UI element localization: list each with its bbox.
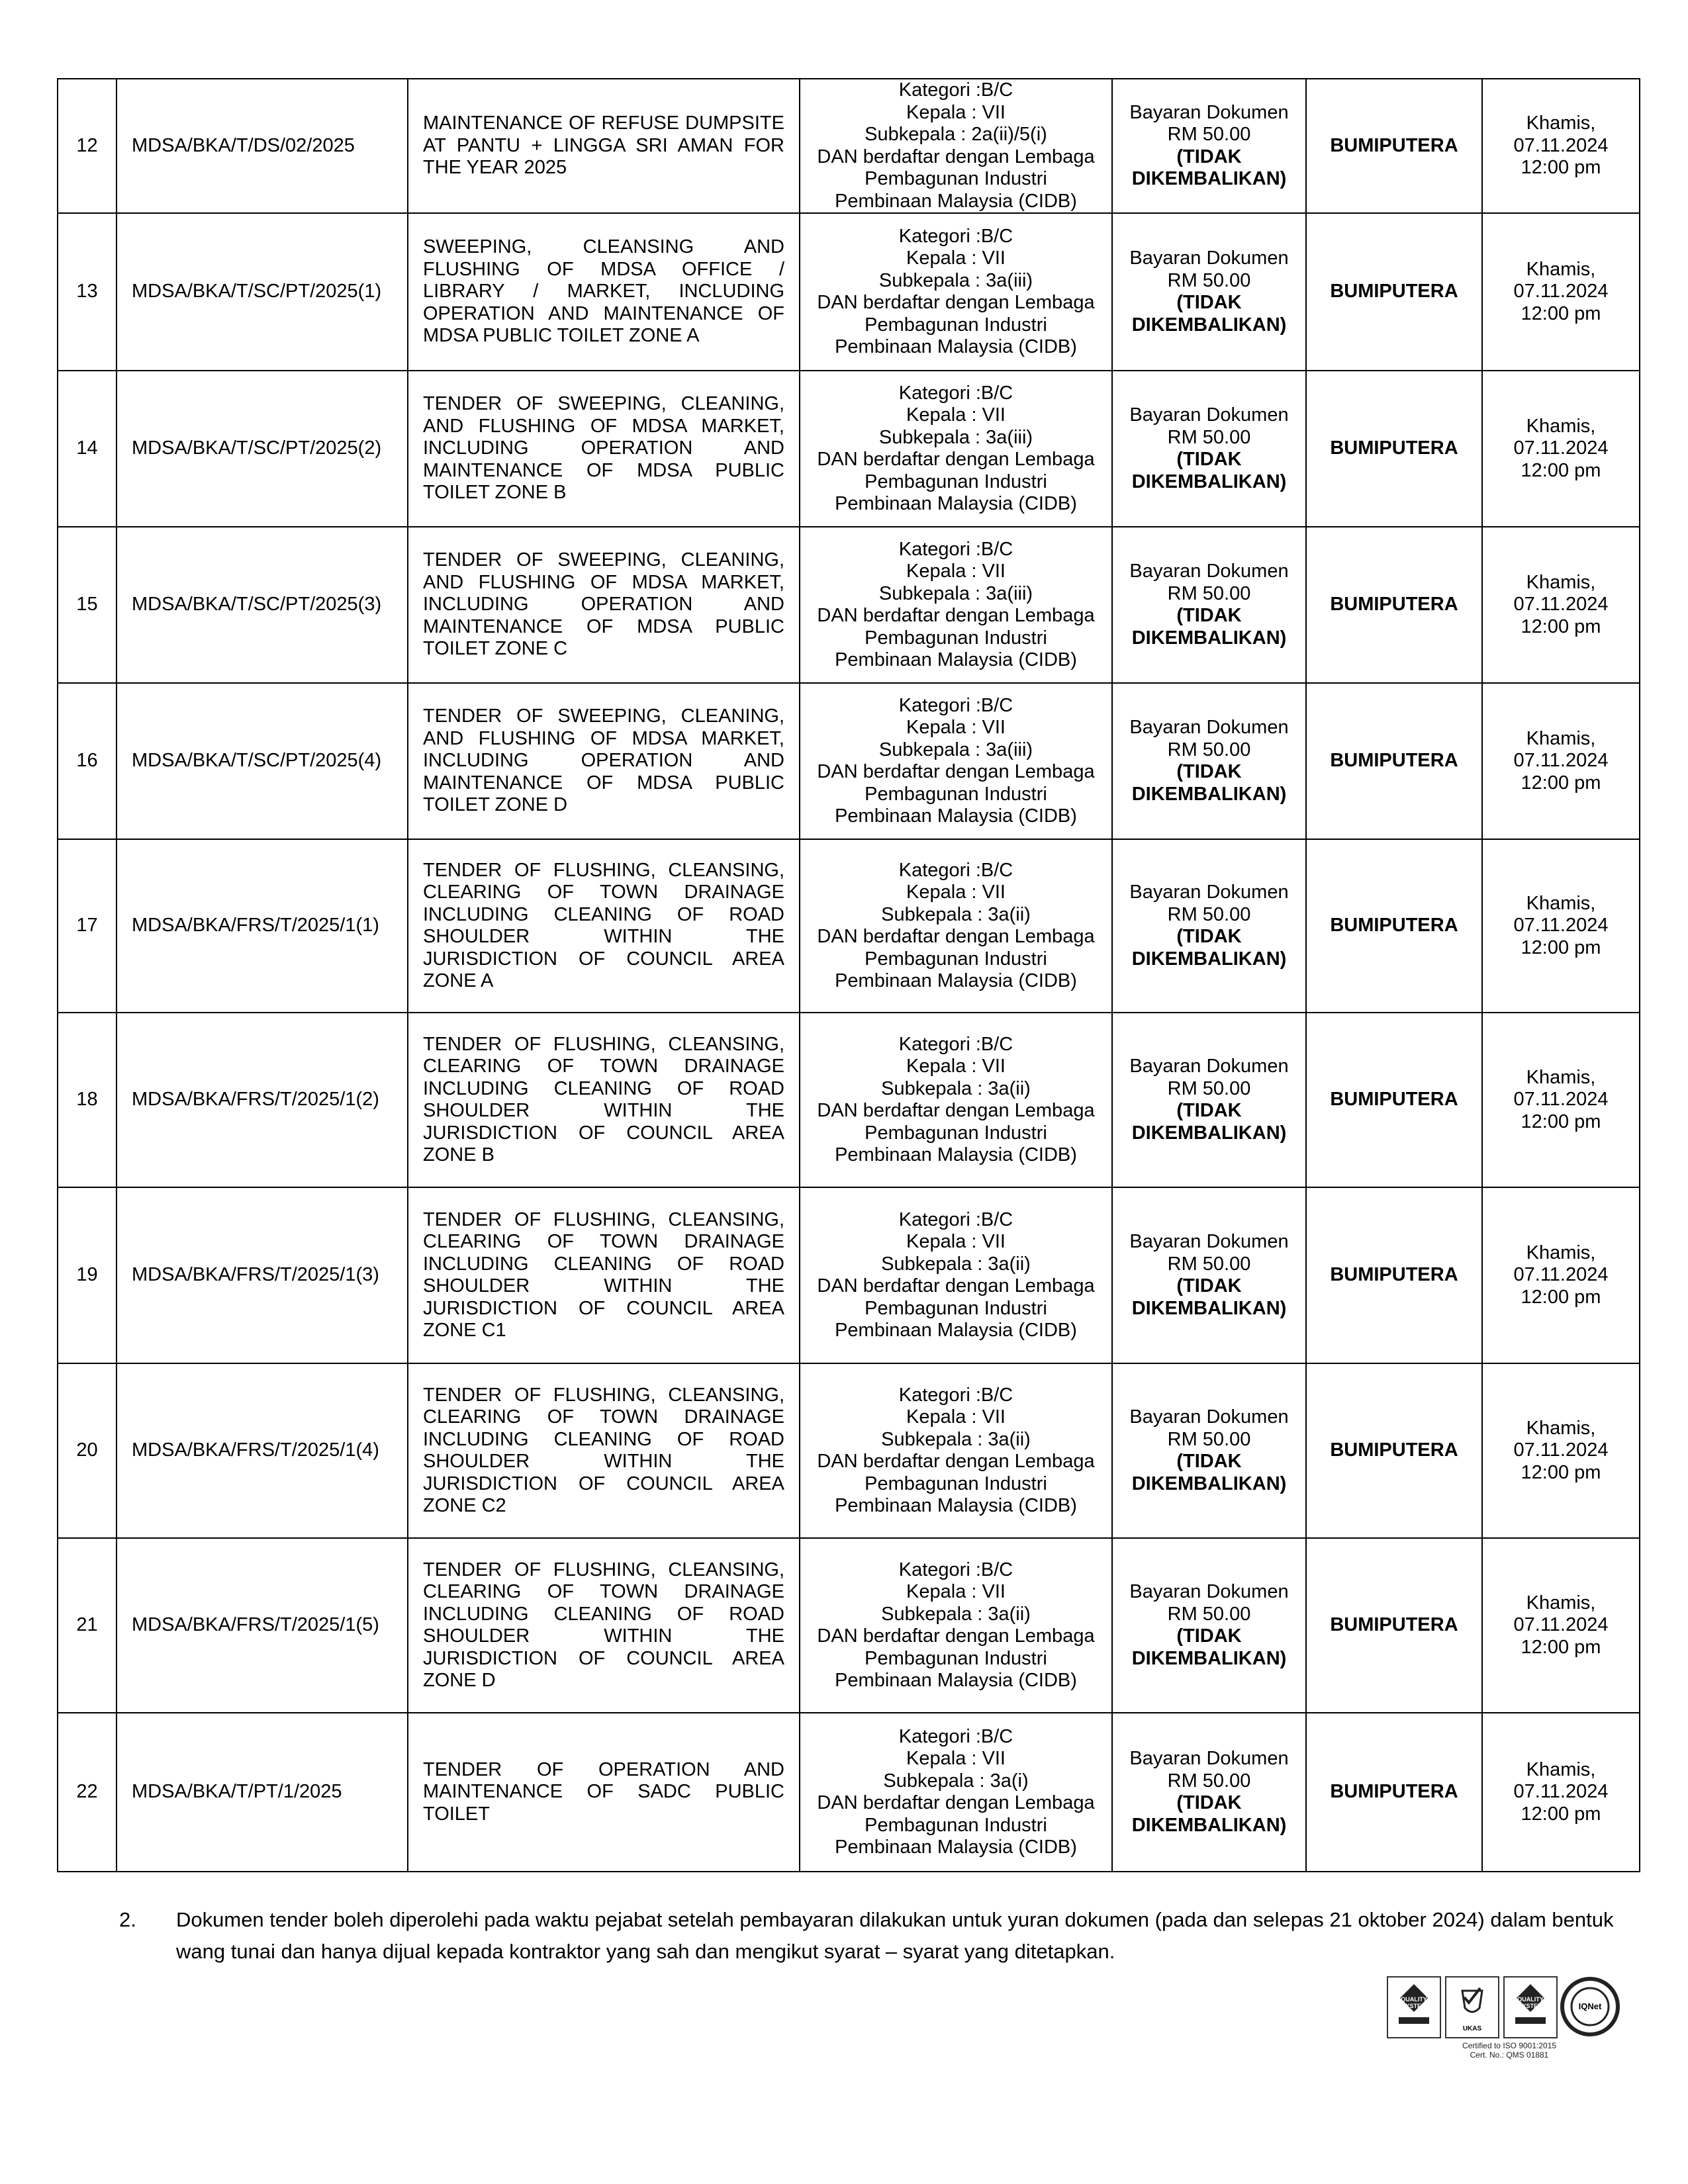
closing-date: 07.11.2024 xyxy=(1513,915,1609,936)
classification-subkepala: Subkepala : 3a(iii) xyxy=(878,269,1033,291)
classification-cell xyxy=(800,213,1112,371)
tender-title: TENDER OF SWEEPING, CLEANING, AND FLUSHING OF MDSA MARKET, INCLUDING OPERATION AND MAINTENANCE OF MDSA PUBLIC TOILET ZONE C xyxy=(423,549,784,660)
classification-kepala: Kepala : VII xyxy=(906,1406,1006,1428)
fee-nonrefundable-2: DIKEMBALIKAN) xyxy=(1131,948,1287,970)
classification-cidb-3: Pembinaan Malaysia (CIDB) xyxy=(835,805,1077,827)
classification-cell xyxy=(800,1013,1112,1187)
classification-cidb-2: Pembagunan Industri xyxy=(865,948,1047,970)
fee-nonrefundable-1: (TIDAK xyxy=(1176,292,1242,313)
tender-reference: MDSA/BKA/FRS/T/2025/1(4) xyxy=(117,1363,408,1538)
fee-nonrefundable-2: DIKEMBALIKAN) xyxy=(1131,1297,1287,1319)
tender-reference: MDSA/BKA/T/PT/1/2025 xyxy=(117,1713,408,1872)
closing-time: 12:00 pm xyxy=(1521,459,1601,481)
table-row xyxy=(58,839,1640,1013)
closing-day: Khamis, xyxy=(1526,1066,1596,1088)
classification-cidb-1: DAN berdaftar dengan Lembaga xyxy=(817,926,1095,947)
tender-title: TENDER OF FLUSHING, CLEANSING, CLEARING OF TOWN DRAINAGE INCLUDING CLEANING OF ROAD SHOULDER WITHIN THE JURISDICTION OF COUNCIL AREA ZONE C1 xyxy=(423,1208,784,1341)
fee-nonrefundable-2: DIKEMBALIKAN) xyxy=(1131,168,1287,189)
classification-cidb-2: Pembagunan Industri xyxy=(865,1814,1047,1836)
closing-date-cell xyxy=(1482,213,1640,371)
eligibility-status: BUMIPUTERA xyxy=(1306,1013,1482,1187)
classification-kategori: Kategori :B/C xyxy=(898,1033,1013,1055)
fee-label: Bayaran Dokumen xyxy=(1129,1748,1289,1769)
closing-time: 12:00 pm xyxy=(1521,1636,1601,1658)
tender-title-cell xyxy=(408,1187,800,1363)
closing-date: 07.11.2024 xyxy=(1513,1264,1609,1286)
document-fee-cell xyxy=(1112,1013,1306,1187)
classification-cell xyxy=(800,527,1112,683)
table-row xyxy=(58,683,1640,839)
closing-date-cell xyxy=(1482,1713,1640,1872)
classification-cidb-1: DAN berdaftar dengan Lembaga xyxy=(817,146,1095,167)
classification-cidb-3: Pembinaan Malaysia (CIDB) xyxy=(835,1670,1077,1691)
classification-cell xyxy=(800,839,1112,1013)
fee-amount: RM 50.00 xyxy=(1167,124,1251,145)
classification-subkepala: Subkepala : 2a(ii)/5(i) xyxy=(865,124,1047,145)
row-number: 20 xyxy=(58,1363,117,1538)
row-number: 12 xyxy=(58,79,117,213)
tender-reference: MDSA/BKA/T/SC/PT/2025(2) xyxy=(117,371,408,527)
closing-day: Khamis, xyxy=(1526,727,1596,749)
classification-kategori: Kategori :B/C xyxy=(898,1559,1013,1580)
classification-cell xyxy=(800,1363,1112,1538)
classification-kategori: Kategori :B/C xyxy=(898,79,1013,101)
tender-title-cell xyxy=(408,213,800,371)
classification-kategori: Kategori :B/C xyxy=(898,1208,1013,1230)
classification-cidb-1: DAN berdaftar dengan Lembaga xyxy=(817,605,1095,626)
classification-subkepala: Subkepala : 3a(ii) xyxy=(881,903,1031,925)
closing-time: 12:00 pm xyxy=(1521,772,1601,794)
row-number: 18 xyxy=(58,1013,117,1187)
classification-subkepala: Subkepala : 3a(ii) xyxy=(881,1428,1031,1450)
classification-cidb-1: DAN berdaftar dengan Lembaga xyxy=(817,1451,1095,1472)
classification-kepala: Kepala : VII xyxy=(906,717,1006,738)
closing-date: 07.11.2024 xyxy=(1513,750,1609,772)
tender-title: TENDER OF SWEEPING, CLEANING, AND FLUSHING OF MDSA MARKET, INCLUDING OPERATION AND MAINTENANCE OF MDSA PUBLIC TOILET ZONE D xyxy=(423,705,784,816)
fee-label: Bayaran Dokumen xyxy=(1129,248,1289,269)
fee-amount: RM 50.00 xyxy=(1167,903,1251,925)
classification-cidb-2: Pembagunan Industri xyxy=(865,1122,1047,1144)
table-row xyxy=(58,527,1640,683)
tender-title: SWEEPING, CLEANSING AND FLUSHING OF MDSA OFFICE / LIBRARY / MARKET, INCLUDING OPERATION AND MAINTENANCE OF MDSA PUBLIC TOILET ZONE A xyxy=(423,236,784,347)
closing-time: 12:00 pm xyxy=(1521,615,1601,637)
classification-cidb-3: Pembinaan Malaysia (CIDB) xyxy=(835,1320,1077,1341)
classification-cell xyxy=(800,683,1112,839)
classification-cidb-2: Pembagunan Industri xyxy=(865,1473,1047,1494)
certification-logos xyxy=(1387,1976,1622,2062)
row-number: 16 xyxy=(58,683,117,839)
fee-nonrefundable-2: DIKEMBALIKAN) xyxy=(1131,1647,1287,1669)
closing-date-cell xyxy=(1482,1187,1640,1363)
classification-kategori: Kategori :B/C xyxy=(898,382,1013,404)
fee-amount: RM 50.00 xyxy=(1167,1428,1251,1450)
fee-nonrefundable-1: (TIDAK xyxy=(1176,1275,1242,1297)
fee-label: Bayaran Dokumen xyxy=(1129,882,1289,903)
document-fee-cell xyxy=(1112,1538,1306,1713)
document-fee-cell xyxy=(1112,527,1306,683)
logo-3-label: QUALITY SYSTEM xyxy=(1517,1996,1544,2009)
eligibility-status: BUMIPUTERA xyxy=(1306,683,1482,839)
closing-time: 12:00 pm xyxy=(1521,1286,1601,1308)
closing-day: Khamis, xyxy=(1526,1417,1596,1439)
tender-table xyxy=(57,78,1640,1872)
classification-cidb-3: Pembinaan Malaysia (CIDB) xyxy=(835,1837,1077,1858)
fee-nonrefundable-1: (TIDAK xyxy=(1176,1100,1242,1121)
fee-nonrefundable-2: DIKEMBALIKAN) xyxy=(1131,1814,1287,1836)
note-number: 2. xyxy=(119,1908,136,1931)
fee-label: Bayaran Dokumen xyxy=(1129,717,1289,738)
document-fee-cell xyxy=(1112,371,1306,527)
tender-reference: MDSA/BKA/T/SC/PT/2025(1) xyxy=(117,213,408,371)
fee-label: Bayaran Dokumen xyxy=(1129,1056,1289,1077)
classification-subkepala: Subkepala : 3a(iii) xyxy=(878,739,1033,760)
row-number: 19 xyxy=(58,1187,117,1363)
closing-time: 12:00 pm xyxy=(1521,302,1601,324)
table-row xyxy=(58,1363,1640,1538)
table-row xyxy=(58,79,1640,213)
classification-cell xyxy=(800,371,1112,527)
classification-cell xyxy=(800,1538,1112,1713)
closing-date: 07.11.2024 xyxy=(1513,437,1609,459)
tender-title-cell xyxy=(408,1538,800,1713)
closing-time: 12:00 pm xyxy=(1521,936,1601,958)
table-row xyxy=(58,213,1640,371)
fee-nonrefundable-1: (TIDAK xyxy=(1176,605,1242,626)
closing-date-cell xyxy=(1482,1013,1640,1187)
classification-subkepala: Subkepala : 3a(ii) xyxy=(881,1253,1031,1275)
classification-subkepala: Subkepala : 3a(ii) xyxy=(881,1603,1031,1625)
table-row xyxy=(58,1013,1640,1187)
sirim-bar-2 xyxy=(1515,2017,1546,2024)
fee-nonrefundable-2: DIKEMBALIKAN) xyxy=(1131,627,1287,649)
classification-cidb-2: Pembagunan Industri xyxy=(865,783,1047,805)
closing-day: Khamis, xyxy=(1526,1592,1596,1614)
logo-4-label: IQNet xyxy=(1578,2001,1602,2011)
classification-cidb-3: Pembinaan Malaysia (CIDB) xyxy=(835,336,1077,357)
tender-title: TENDER OF OPERATION AND MAINTENANCE OF SADC PUBLIC TOILET xyxy=(423,1758,784,1825)
classification-subkepala: Subkepala : 3a(iii) xyxy=(878,426,1033,448)
tender-title: MAINTENANCE OF REFUSE DUMPSITE AT PANTU + LINGGA SRI AMAN FOR THE YEAR 2025 xyxy=(423,113,784,179)
closing-date: 07.11.2024 xyxy=(1513,594,1609,615)
document-fee-cell xyxy=(1112,1187,1306,1363)
note-text: Dokumen tender boleh diperolehi pada waktu pejabat setelah pembayaran dilakukan untuk yuran dokumen (pada dan selepas 21 oktober 2024) dalam bentuk wang tunai dan hanya dijual kepada kontraktor yang sah dan mengikut syarat – syarat yang ditetapkan. xyxy=(176,1908,1614,1963)
classification-kepala: Kepala : VII xyxy=(906,101,1006,123)
tender-title-cell xyxy=(408,1363,800,1538)
fee-label: Bayaran Dokumen xyxy=(1129,404,1289,426)
table-row xyxy=(58,1187,1640,1363)
classification-cidb-3: Pembinaan Malaysia (CIDB) xyxy=(835,493,1077,514)
classification-cell xyxy=(800,79,1112,213)
fee-amount: RM 50.00 xyxy=(1167,1077,1251,1099)
classification-cidb-2: Pembagunan Industri xyxy=(865,168,1047,189)
fee-nonrefundable-2: DIKEMBALIKAN) xyxy=(1131,1473,1287,1494)
closing-time: 12:00 pm xyxy=(1521,1803,1601,1825)
classification-kepala: Kepala : VII xyxy=(906,1231,1006,1252)
row-number: 15 xyxy=(58,527,117,683)
closing-day: Khamis, xyxy=(1526,892,1596,914)
classification-kepala: Kepala : VII xyxy=(906,404,1006,426)
row-number: 17 xyxy=(58,839,117,1013)
table-row xyxy=(58,1713,1640,1872)
fee-nonrefundable-2: DIKEMBALIKAN) xyxy=(1131,471,1287,492)
tender-reference: MDSA/BKA/T/SC/PT/2025(3) xyxy=(117,527,408,683)
classification-kategori: Kategori :B/C xyxy=(898,694,1013,716)
document-fee-cell xyxy=(1112,839,1306,1013)
classification-cidb-3: Pembinaan Malaysia (CIDB) xyxy=(835,190,1077,212)
classification-cidb-3: Pembinaan Malaysia (CIDB) xyxy=(835,1144,1077,1165)
row-number: 22 xyxy=(58,1713,117,1872)
fee-nonrefundable-2: DIKEMBALIKAN) xyxy=(1131,783,1287,805)
classification-cidb-1: DAN berdaftar dengan Lembaga xyxy=(817,1625,1095,1647)
classification-kategori: Kategori :B/C xyxy=(898,1725,1013,1747)
eligibility-status: BUMIPUTERA xyxy=(1306,1187,1482,1363)
eligibility-status: BUMIPUTERA xyxy=(1306,1713,1482,1872)
classification-cidb-2: Pembagunan Industri xyxy=(865,471,1047,492)
fee-nonrefundable-1: (TIDAK xyxy=(1176,1625,1242,1647)
tender-title: TENDER OF FLUSHING, CLEANSING, CLEARING OF TOWN DRAINAGE INCLUDING CLEANING OF ROAD SHOULDER WITHIN THE JURISDICTION OF COUNCIL AREA ZONE B xyxy=(423,1033,784,1165)
fee-nonrefundable-1: (TIDAK xyxy=(1176,146,1242,167)
closing-day: Khamis, xyxy=(1526,1758,1596,1780)
document-fee-cell xyxy=(1112,683,1306,839)
tender-title-cell xyxy=(408,371,800,527)
tender-title-cell xyxy=(408,1713,800,1872)
closing-time: 12:00 pm xyxy=(1521,1461,1601,1483)
closing-day: Khamis, xyxy=(1526,258,1596,280)
eligibility-status: BUMIPUTERA xyxy=(1306,213,1482,371)
classification-kategori: Kategori :B/C xyxy=(898,538,1013,560)
closing-date-cell xyxy=(1482,1538,1640,1713)
classification-cidb-2: Pembagunan Industri xyxy=(865,1297,1047,1319)
classification-cidb-1: DAN berdaftar dengan Lembaga xyxy=(817,1792,1095,1813)
tender-reference: MDSA/BKA/FRS/T/2025/1(5) xyxy=(117,1538,408,1713)
certification-caption xyxy=(1433,2041,1585,2060)
classification-subkepala: Subkepala : 3a(i) xyxy=(883,1770,1029,1792)
row-number: 13 xyxy=(58,213,117,371)
closing-date-cell xyxy=(1482,839,1640,1013)
fee-nonrefundable-1: (TIDAK xyxy=(1176,761,1242,782)
closing-time: 12:00 pm xyxy=(1521,157,1601,179)
fee-label: Bayaran Dokumen xyxy=(1129,1231,1289,1252)
eligibility-status: BUMIPUTERA xyxy=(1306,527,1482,683)
tender-title-cell xyxy=(408,1013,800,1187)
document-fee-cell xyxy=(1112,1363,1306,1538)
fee-nonrefundable-1: (TIDAK xyxy=(1176,449,1242,470)
fee-amount: RM 50.00 xyxy=(1167,582,1251,604)
closing-day: Khamis, xyxy=(1526,113,1596,134)
tender-reference: MDSA/BKA/T/SC/PT/2025(4) xyxy=(117,683,408,839)
sirim-bar xyxy=(1399,2017,1429,2024)
table-row xyxy=(58,371,1640,527)
classification-cidb-1: DAN berdaftar dengan Lembaga xyxy=(817,449,1095,470)
classification-kategori: Kategori :B/C xyxy=(898,859,1013,881)
eligibility-status: BUMIPUTERA xyxy=(1306,839,1482,1013)
classification-cidb-1: DAN berdaftar dengan Lembaga xyxy=(817,1275,1095,1297)
classification-kepala: Kepala : VII xyxy=(906,1581,1006,1602)
fee-label: Bayaran Dokumen xyxy=(1129,1581,1289,1602)
tender-reference: MDSA/BKA/FRS/T/2025/1(1) xyxy=(117,839,408,1013)
logo-2-label: UKAS xyxy=(1462,2025,1482,2032)
closing-date: 07.11.2024 xyxy=(1513,281,1609,302)
closing-day: Khamis, xyxy=(1526,415,1596,437)
certification-line-1: Certified to ISO 9001:2015 xyxy=(1462,2041,1557,2050)
classification-cell xyxy=(800,1713,1112,1872)
classification-cidb-3: Pembinaan Malaysia (CIDB) xyxy=(835,1495,1077,1516)
fee-amount: RM 50.00 xyxy=(1167,1253,1251,1275)
classification-kepala: Kepala : VII xyxy=(906,1056,1006,1077)
fee-amount: RM 50.00 xyxy=(1167,739,1251,760)
closing-date: 07.11.2024 xyxy=(1513,1089,1609,1111)
classification-cidb-1: DAN berdaftar dengan Lembaga xyxy=(817,292,1095,313)
fee-amount: RM 50.00 xyxy=(1167,426,1251,448)
fee-nonrefundable-1: (TIDAK xyxy=(1176,926,1242,947)
classification-kepala: Kepala : VII xyxy=(906,1748,1006,1769)
logo-1-label: QUALITY SYSTEM xyxy=(1401,1996,1427,2009)
tender-title-cell xyxy=(408,839,800,1013)
document-fee-cell xyxy=(1112,79,1306,213)
tender-reference: MDSA/BKA/FRS/T/2025/1(2) xyxy=(117,1013,408,1187)
fee-label: Bayaran Dokumen xyxy=(1129,1406,1289,1428)
classification-cidb-1: DAN berdaftar dengan Lembaga xyxy=(817,761,1095,782)
closing-day: Khamis, xyxy=(1526,571,1596,593)
tender-title: TENDER OF SWEEPING, CLEANING, AND FLUSHING OF MDSA MARKET, INCLUDING OPERATION AND MAINTENANCE OF MDSA PUBLIC TOILET ZONE B xyxy=(423,393,784,504)
tender-title: TENDER OF FLUSHING, CLEANSING, CLEARING OF TOWN DRAINAGE INCLUDING CLEANING OF ROAD SHOULDER WITHIN THE JURISDICTION OF COUNCIL AREA ZONE C2 xyxy=(423,1384,784,1516)
table-row xyxy=(58,1538,1640,1713)
classification-cell xyxy=(800,1187,1112,1363)
fee-label: Bayaran Dokumen xyxy=(1129,101,1289,123)
tender-title: TENDER OF FLUSHING, CLEANSING, CLEARING OF TOWN DRAINAGE INCLUDING CLEANING OF ROAD SHOULDER WITHIN THE JURISDICTION OF COUNCIL AREA ZONE A xyxy=(423,859,784,991)
classification-cidb-2: Pembagunan Industri xyxy=(865,1647,1047,1669)
classification-kategori: Kategori :B/C xyxy=(898,1384,1013,1406)
fee-nonrefundable-1: (TIDAK xyxy=(1176,1451,1242,1472)
eligibility-status: BUMIPUTERA xyxy=(1306,1538,1482,1713)
classification-cidb-2: Pembagunan Industri xyxy=(865,314,1047,336)
tender-title-cell xyxy=(408,79,800,213)
eligibility-status: BUMIPUTERA xyxy=(1306,79,1482,213)
fee-amount: RM 50.00 xyxy=(1167,1603,1251,1625)
fee-amount: RM 50.00 xyxy=(1167,1770,1251,1792)
tender-title-cell xyxy=(408,683,800,839)
fee-amount: RM 50.00 xyxy=(1167,269,1251,291)
closing-date-cell xyxy=(1482,683,1640,839)
eligibility-status: BUMIPUTERA xyxy=(1306,371,1482,527)
fee-label: Bayaran Dokumen xyxy=(1129,561,1289,582)
classification-cidb-3: Pembinaan Malaysia (CIDB) xyxy=(835,970,1077,991)
fee-nonrefundable-1: (TIDAK xyxy=(1176,1792,1242,1813)
tender-rows xyxy=(58,79,1640,1872)
closing-date: 07.11.2024 xyxy=(1513,1781,1609,1803)
row-number: 21 xyxy=(58,1538,117,1713)
closing-date: 07.11.2024 xyxy=(1513,1439,1609,1461)
tender-reference: MDSA/BKA/FRS/T/2025/1(3) xyxy=(117,1187,408,1363)
tender-title-cell xyxy=(408,527,800,683)
closing-date-cell xyxy=(1482,371,1640,527)
classification-kepala: Kepala : VII xyxy=(906,882,1006,903)
classification-kepala: Kepala : VII xyxy=(906,561,1006,582)
classification-subkepala: Subkepala : 3a(ii) xyxy=(881,1077,1031,1099)
closing-date: 07.11.2024 xyxy=(1513,134,1609,156)
closing-date-cell xyxy=(1482,1363,1640,1538)
classification-cidb-2: Pembagunan Industri xyxy=(865,627,1047,649)
eligibility-status: BUMIPUTERA xyxy=(1306,1363,1482,1538)
classification-cidb-1: DAN berdaftar dengan Lembaga xyxy=(817,1100,1095,1121)
tender-reference: MDSA/BKA/T/DS/02/2025 xyxy=(117,79,408,213)
fee-nonrefundable-2: DIKEMBALIKAN) xyxy=(1131,1122,1287,1144)
fee-nonrefundable-2: DIKEMBALIKAN) xyxy=(1131,314,1287,336)
tender-title: TENDER OF FLUSHING, CLEANSING, CLEARING OF TOWN DRAINAGE INCLUDING CLEANING OF ROAD SHOULDER WITHIN THE JURISDICTION OF COUNCIL AREA ZONE D xyxy=(423,1559,784,1691)
closing-date-cell xyxy=(1482,79,1640,213)
closing-date-cell xyxy=(1482,527,1640,683)
closing-time: 12:00 pm xyxy=(1521,1111,1601,1132)
classification-cidb-3: Pembinaan Malaysia (CIDB) xyxy=(835,649,1077,670)
document-fee-cell xyxy=(1112,1713,1306,1872)
classification-subkepala: Subkepala : 3a(iii) xyxy=(878,582,1033,604)
closing-day: Khamis, xyxy=(1526,1242,1596,1263)
classification-kategori: Kategori :B/C xyxy=(898,225,1013,247)
row-number: 14 xyxy=(58,371,117,527)
classification-kepala: Kepala : VII xyxy=(906,248,1006,269)
closing-date: 07.11.2024 xyxy=(1513,1614,1609,1636)
document-fee-cell xyxy=(1112,213,1306,371)
certification-line-2: Cert. No.: QMS 01881 xyxy=(1470,2050,1549,2060)
